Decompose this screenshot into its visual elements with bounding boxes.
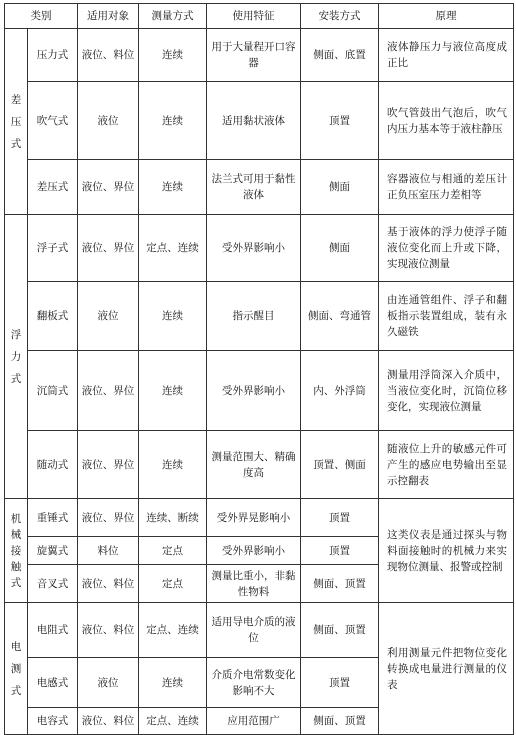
table-row — [5, 431, 514, 499]
principle-cell: 基于液体的浮力使浮子随液位变化而上升或下降，实现液位测量 — [379, 215, 514, 282]
type-cell: 吹气式 — [28, 82, 78, 160]
install-cell: 顶置 — [301, 499, 379, 537]
feature-cell: 适用导电介质的液位 — [207, 603, 301, 658]
object-cell: 液位、界位 — [78, 215, 139, 282]
table-row — [5, 215, 514, 282]
category-cell: 差压式 — [5, 29, 28, 215]
feature-cell: 介质介电常数变化影响不大 — [207, 658, 301, 708]
method-cell: 定点、连续 — [139, 603, 207, 658]
header-install: 安装方式 — [301, 4, 379, 29]
install-cell: 侧面、顶置 — [301, 603, 379, 658]
feature-cell: 测量范围大、精确度高 — [207, 431, 301, 499]
level-instrument-table-container — [4, 3, 514, 735]
method-cell: 连续 — [139, 282, 207, 351]
install-cell: 侧面 — [301, 160, 379, 215]
method-cell: 连续 — [139, 351, 207, 431]
type-cell: 重锤式 — [28, 499, 78, 537]
table-row — [5, 351, 514, 431]
install-cell: 顶置 — [301, 537, 379, 565]
feature-cell: 受外界影响小 — [207, 537, 301, 565]
table-row — [5, 499, 514, 537]
table-row — [5, 282, 514, 351]
object-cell: 液位、界位 — [78, 351, 139, 431]
method-cell: 连续 — [139, 160, 207, 215]
install-cell: 顶置 — [301, 82, 379, 160]
type-cell: 电容式 — [28, 708, 78, 735]
type-cell: 旋翼式 — [28, 537, 78, 565]
object-cell: 液位、界位 — [78, 431, 139, 499]
header-method: 测量方式 — [139, 4, 207, 29]
type-cell: 浮子式 — [28, 215, 78, 282]
principle-cell: 吹气管鼓出气泡后，吹气内压力基本等于液柱静压 — [379, 82, 514, 160]
method-cell: 连续、断续 — [139, 499, 207, 537]
object-cell: 液位 — [78, 282, 139, 351]
method-cell: 定点 — [139, 537, 207, 565]
feature-cell: 受外界晃影响小 — [207, 499, 301, 537]
feature-cell: 法兰式可用于黏性液体 — [207, 160, 301, 215]
type-cell: 差压式 — [28, 160, 78, 215]
level-instrument-table — [4, 3, 514, 735]
install-cell: 侧面 — [301, 215, 379, 282]
principle-cell: 容器液位与相通的差压计正负压室压力差相等 — [379, 160, 514, 215]
object-cell: 料位 — [78, 537, 139, 565]
table-row — [5, 29, 514, 82]
method-cell: 定点、连续 — [139, 708, 207, 735]
method-cell: 连续 — [139, 82, 207, 160]
category-cell: 电测式 — [5, 603, 28, 735]
type-cell: 电阻式 — [28, 603, 78, 658]
type-cell: 翻板式 — [28, 282, 78, 351]
method-cell: 连续 — [139, 431, 207, 499]
category-cell: 机械接触式 — [5, 499, 28, 603]
install-cell: 内、外浮筒 — [301, 351, 379, 431]
feature-cell: 受外界影响小 — [207, 215, 301, 282]
type-cell: 音叉式 — [28, 565, 78, 603]
feature-cell: 适用黏状液体 — [207, 82, 301, 160]
feature-cell: 测量比重小，非黏性物料 — [207, 565, 301, 603]
install-cell: 侧面、顶置 — [301, 708, 379, 735]
principle-cell: 这类仪表是通过探头与物料面接触时的机械力来实现物位测量、报警或控制 — [379, 499, 514, 603]
object-cell: 液位、界位 — [78, 160, 139, 215]
method-cell: 定点 — [139, 565, 207, 603]
type-cell: 电感式 — [28, 658, 78, 708]
object-cell: 液位、料位 — [78, 29, 139, 82]
feature-cell: 指示醒目 — [207, 282, 301, 351]
object-cell: 液位、界位 — [78, 499, 139, 537]
install-cell: 顶置 — [301, 658, 379, 708]
type-cell: 沉筒式 — [28, 351, 78, 431]
method-cell: 连续 — [139, 29, 207, 82]
header-category: 类别 — [5, 4, 78, 29]
type-cell: 压力式 — [28, 29, 78, 82]
object-cell: 液位、料位 — [78, 603, 139, 658]
table-row — [5, 82, 514, 160]
header-feature: 使用特征 — [207, 4, 301, 29]
header-object: 适用对象 — [78, 4, 139, 29]
object-cell: 液位 — [78, 82, 139, 160]
install-cell: 顶置、侧面 — [301, 431, 379, 499]
table-header-row — [5, 4, 514, 29]
principle-cell: 随液位上升的敏感元件可产生的感应电势输出至显示控翻表 — [379, 431, 514, 499]
feature-cell: 应用范围广 — [207, 708, 301, 735]
type-cell: 随动式 — [28, 431, 78, 499]
object-cell: 液位、料位 — [78, 565, 139, 603]
table-row — [5, 603, 514, 658]
object-cell: 液位 — [78, 658, 139, 708]
principle-cell: 测量用浮筒深入介质中，当液位变化时，沉筒位移变化，实现液位测量 — [379, 351, 514, 431]
install-cell: 侧面、弯通管 — [301, 282, 379, 351]
feature-cell: 受外界影响小 — [207, 351, 301, 431]
table-row — [5, 160, 514, 215]
install-cell: 侧面、底置 — [301, 29, 379, 82]
principle-cell: 液体静压力与液位高度成正比 — [379, 29, 514, 82]
feature-cell: 用于大量程开口容器 — [207, 29, 301, 82]
method-cell: 连续 — [139, 658, 207, 708]
principle-cell: 由连通管组件、浮子和翻板指示装置组成，装有永久磁铁 — [379, 282, 514, 351]
header-principle: 原理 — [379, 4, 514, 29]
category-cell: 浮力式 — [5, 215, 28, 499]
method-cell: 定点、连续 — [139, 215, 207, 282]
principle-cell: 利用测量元件把物位变化转换成电量进行测量的仪表 — [379, 603, 514, 735]
install-cell: 侧面、顶置 — [301, 565, 379, 603]
object-cell: 液位、料位 — [78, 708, 139, 735]
